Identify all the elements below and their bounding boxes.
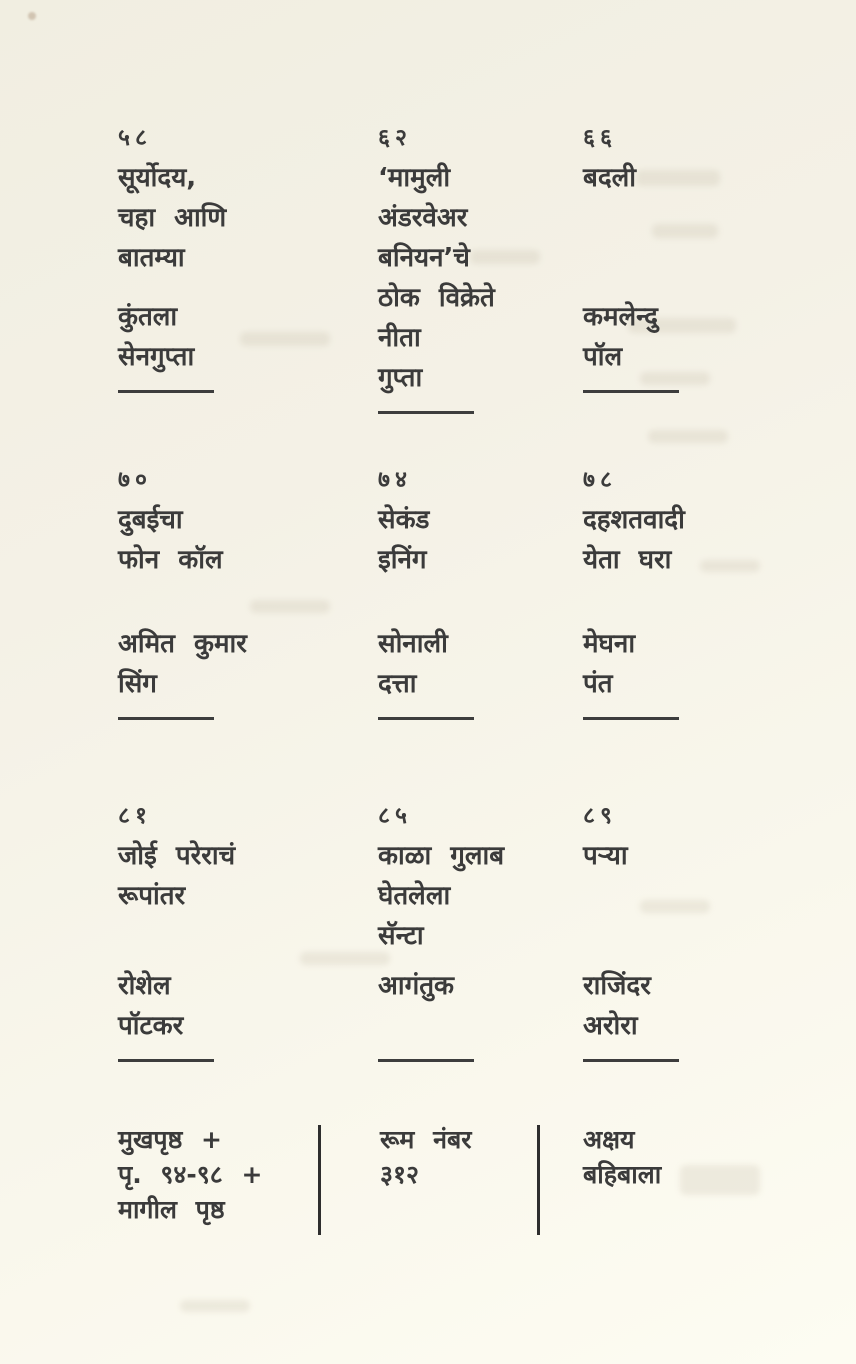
story-page-number: ८५ — [378, 803, 412, 829]
story-author-line: मेघना — [583, 629, 636, 659]
story-author-line: पंत — [583, 669, 613, 699]
story-author — [118, 966, 183, 1046]
footer-line: बहिबाला — [583, 1160, 662, 1189]
showthrough-ghost — [180, 1300, 250, 1312]
entry-separator-rule — [378, 717, 474, 720]
story-title-line: बदली — [583, 163, 637, 193]
story-author-line: सेनगुप्ता — [118, 342, 195, 372]
story-author — [583, 966, 651, 1046]
story-author — [118, 297, 194, 377]
story-author-line: पॉटकर — [118, 1011, 184, 1041]
toc-entry — [118, 796, 370, 1062]
footer-strip — [0, 1122, 856, 1247]
entry-separator-rule — [583, 1059, 679, 1062]
story-title-line: बातम्या — [118, 243, 185, 273]
toc-row — [0, 796, 856, 1062]
story-page-number: ७४ — [378, 467, 412, 493]
footer-line: रूम नंबर — [380, 1125, 472, 1154]
story-author — [378, 318, 422, 398]
story-author — [118, 624, 247, 704]
story-author-line: गुप्ता — [378, 363, 423, 393]
story-title — [583, 500, 685, 580]
story-author-line: सिंग — [118, 669, 157, 699]
toc-row — [0, 460, 856, 720]
story-author — [378, 624, 448, 704]
story-author-line: राजिंदर — [583, 971, 651, 1001]
story-page-number: ६६ — [583, 125, 617, 151]
story-author-line: अमित कुमार — [118, 629, 247, 659]
toc-entry — [378, 796, 576, 1062]
entry-separator-rule — [378, 411, 474, 414]
entry-separator-rule — [118, 717, 214, 720]
story-title — [378, 158, 495, 318]
showthrough-ghost — [648, 430, 728, 443]
story-title-line: येता घरा — [583, 545, 672, 575]
story-title-line: बनियन’चे — [378, 243, 470, 273]
story-title-line: चहा आणि — [118, 203, 227, 233]
story-title-line: अंडरवेअर — [378, 203, 468, 233]
story-title-line: जोई परेराचं — [118, 841, 236, 871]
story-author-line: नीता — [378, 323, 421, 353]
story-author — [583, 297, 658, 377]
toc-entry — [583, 118, 758, 393]
story-title-line: ठोक विक्रेते — [378, 283, 495, 313]
story-title-line: सॅन्टा — [378, 921, 424, 951]
toc-row — [0, 118, 856, 393]
story-author-line: कुंतला — [118, 302, 178, 332]
story-title-line: दुबईचा — [118, 505, 183, 535]
footer-line: पृ. ९४-९८ + — [118, 1160, 263, 1189]
toc-entry — [583, 460, 758, 720]
story-title-line: इनिंग — [378, 545, 427, 575]
story-title — [118, 158, 226, 278]
story-title-line: रूपांतर — [118, 881, 186, 911]
story-title-line: दहशतवादी — [583, 505, 685, 535]
entry-separator-rule — [118, 1059, 214, 1062]
entry-separator-rule — [583, 390, 679, 393]
toc-entry — [378, 118, 576, 393]
toc-entry — [583, 796, 758, 1062]
footer-divider-bar — [318, 1125, 321, 1235]
story-author-line: आगंतुक — [378, 971, 454, 1001]
footer-line: अक्षय — [583, 1125, 635, 1154]
story-author — [583, 624, 635, 704]
story-title-line: फोन कॉल — [118, 545, 223, 575]
footer-column — [583, 1122, 753, 1192]
entry-separator-rule — [378, 1059, 474, 1062]
toc-entry — [118, 118, 370, 393]
story-title-line: पऱ्या — [583, 841, 628, 871]
footer-line: मागील पृष्ठ — [118, 1195, 225, 1224]
story-title-line: घेतलेला — [378, 881, 451, 911]
story-author-line: अरोरा — [583, 1011, 638, 1041]
footer-column — [380, 1122, 530, 1192]
story-title — [583, 836, 628, 876]
story-author-line: पॉल — [583, 342, 623, 372]
story-title-line: काळा गुलाब — [378, 841, 505, 871]
story-title-line: सेकंड — [378, 505, 430, 535]
story-author-line: सोनाली — [378, 629, 448, 659]
story-author-line: कमलेन्दु — [583, 302, 658, 332]
footer-line: ३१२ — [380, 1160, 420, 1189]
story-author — [378, 966, 454, 1046]
story-title — [378, 836, 504, 956]
story-page-number: ७० — [118, 467, 152, 493]
story-page-number: ६२ — [378, 125, 412, 151]
toc-entry — [118, 460, 370, 720]
paper-speck — [28, 12, 36, 20]
story-author-line: रोशेल — [118, 971, 171, 1001]
toc-entry — [378, 460, 576, 720]
story-page-number: ८९ — [583, 803, 617, 829]
footer-divider-bar — [537, 1125, 540, 1235]
story-title — [378, 500, 429, 580]
entry-separator-rule — [118, 390, 214, 393]
story-title — [118, 500, 223, 580]
entry-separator-rule — [583, 717, 679, 720]
footer-column — [118, 1122, 313, 1227]
story-page-number: ५८ — [118, 125, 152, 151]
story-author-line: दत्ता — [378, 669, 417, 699]
story-page-number: ७८ — [583, 467, 617, 493]
story-page-number: ८१ — [118, 803, 152, 829]
story-title — [118, 836, 235, 916]
footer-line: मुखपृष्ठ + — [118, 1125, 222, 1154]
story-title — [583, 158, 636, 198]
story-title-line: सूर्योदय, — [118, 163, 197, 193]
story-title-line: ‘मामुली — [378, 163, 451, 193]
